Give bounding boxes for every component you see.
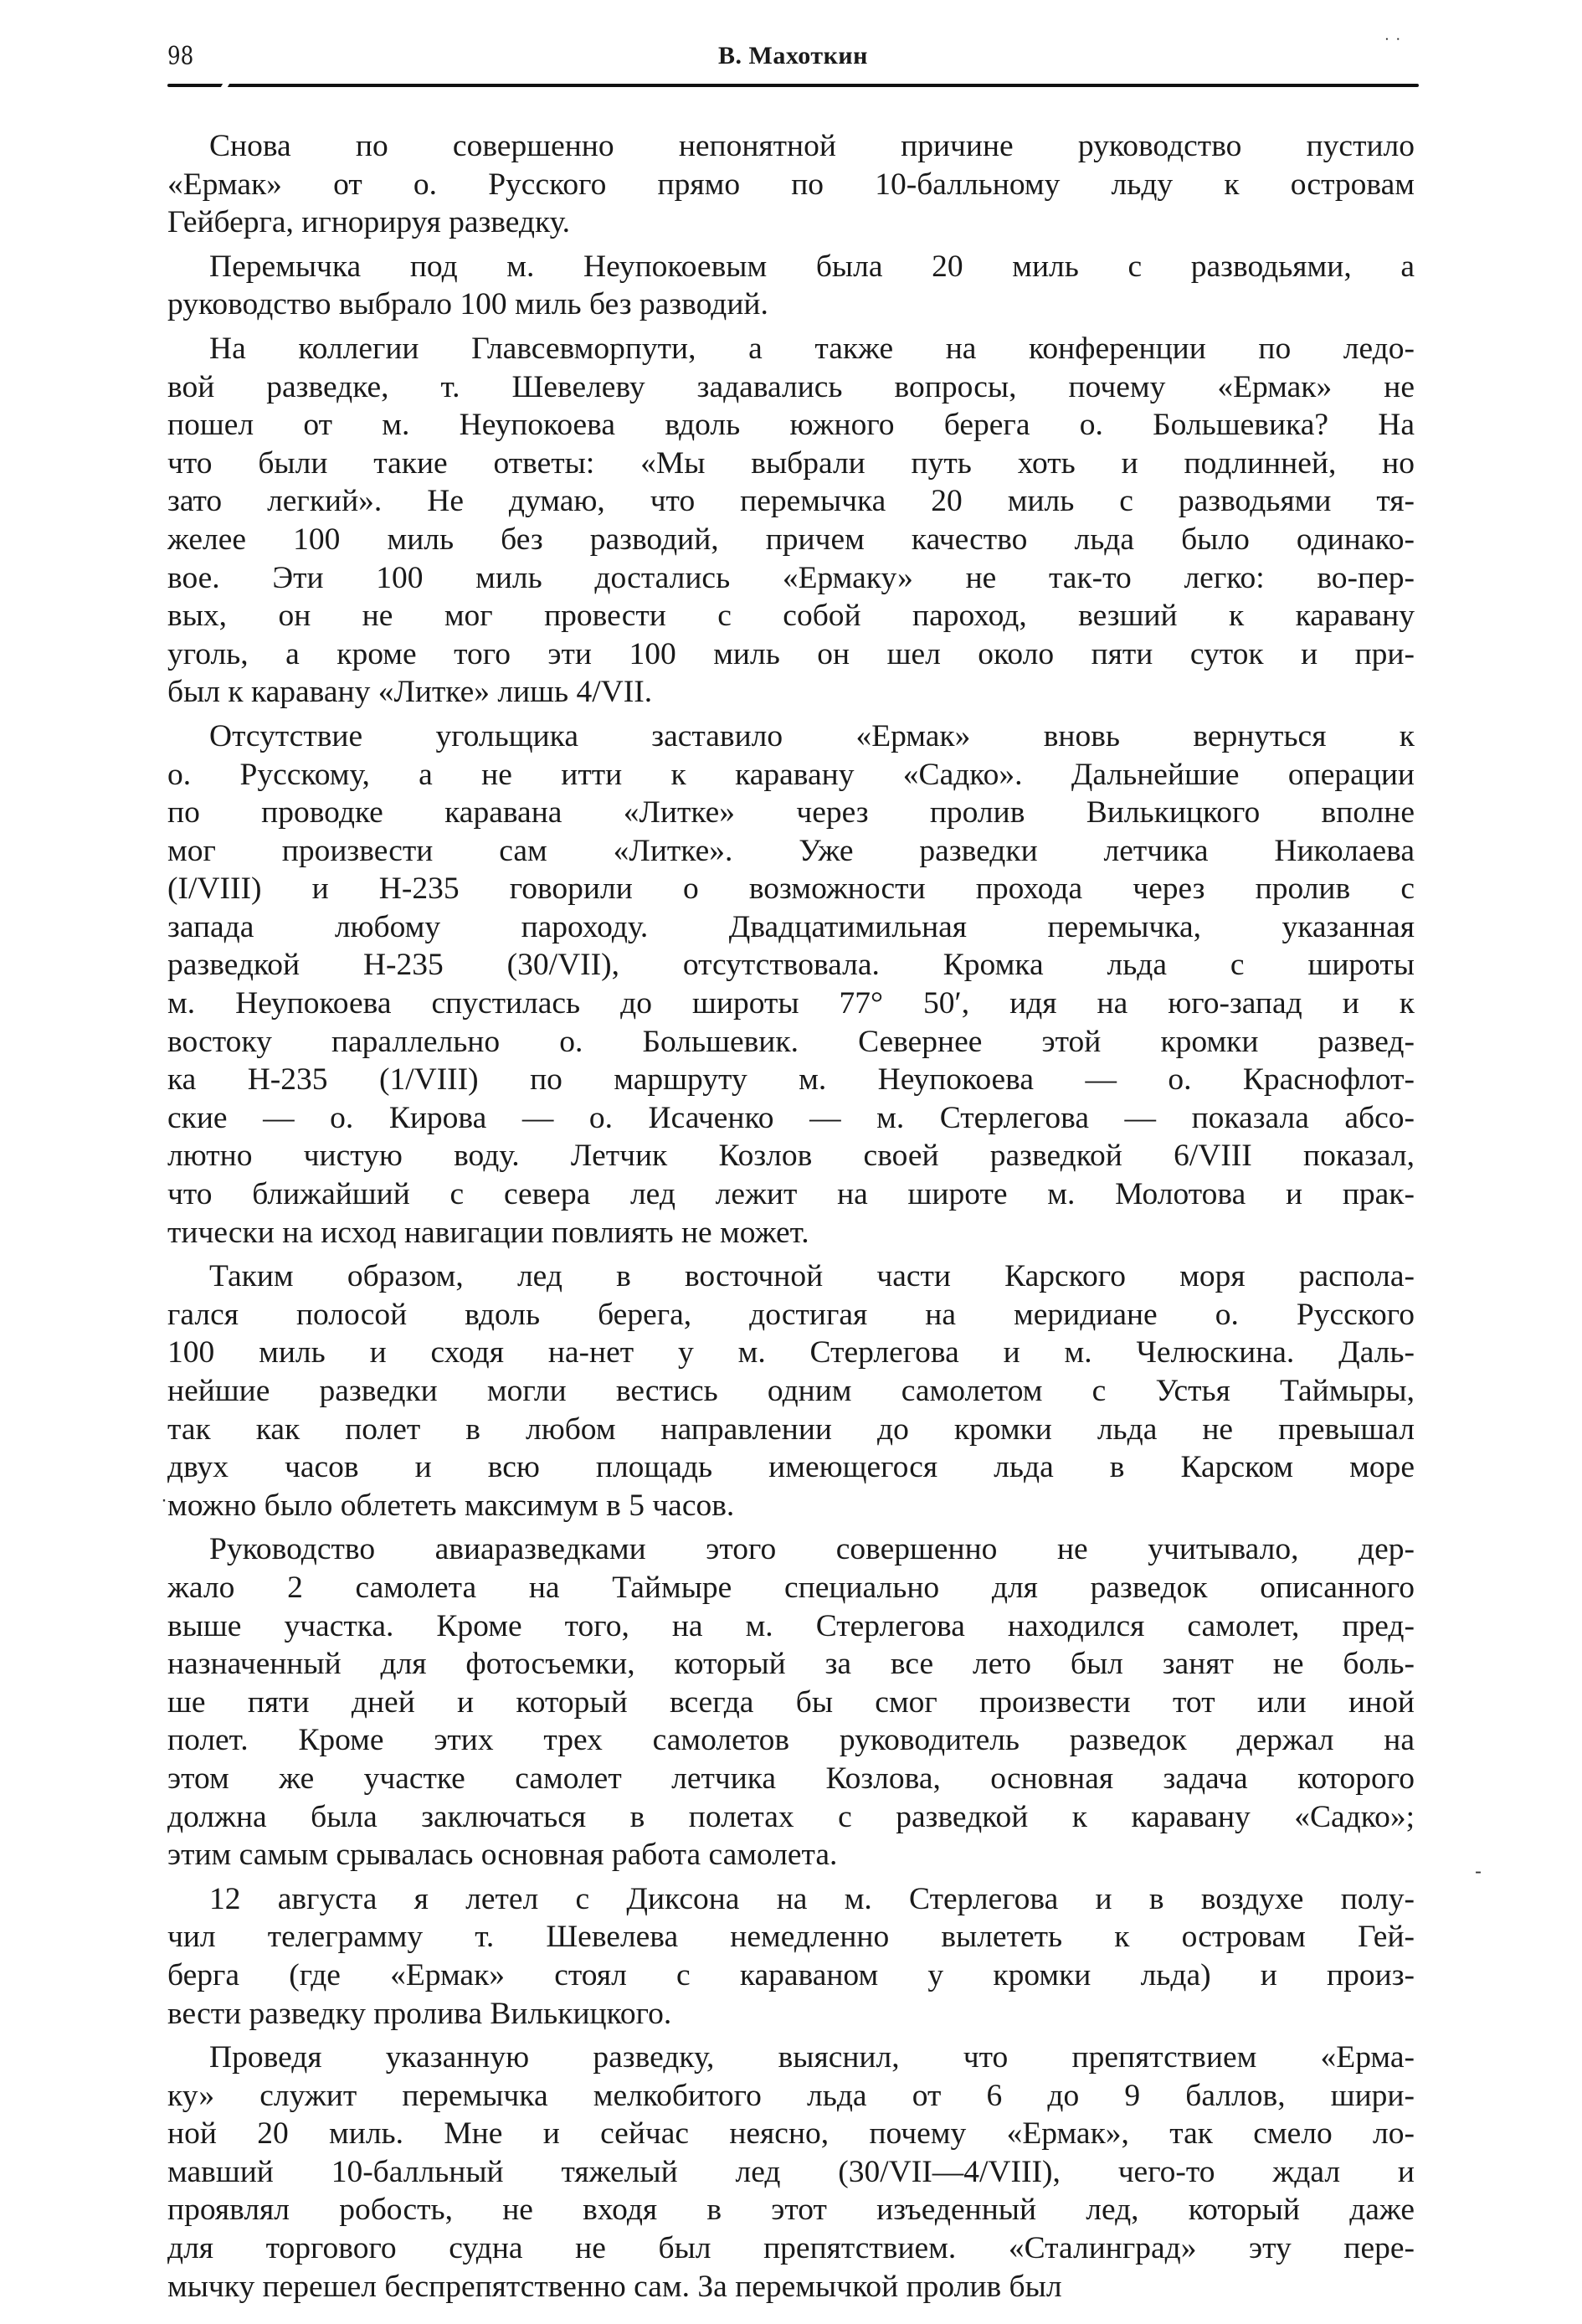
text-line: желее 100 миль без разводий, причем качество льда было одинако- [167,522,1415,557]
text-line: Гейберга, игнорируя разведку. [167,205,571,240]
paragraph [167,1530,1415,1874]
text-line: Снова по совершенно непонятной причине руководство пустило [209,129,1415,163]
text-line: для торгового судна не был препятствием. «Сталинград» эту пере- [167,2231,1415,2266]
text-line: разведкой Н-235 (30/VII), отсутствовала. Кромка льда с широты [167,948,1415,983]
text-line: пошел от м. Неупокоева вдоль южного берега о. Большевика? На [167,408,1415,443]
text-line: уголь, а кроме того эти 100 миль он шел около пяти суток и при- [167,636,1415,671]
text-line: ка Н-235 (1/VIII) по маршруту м. Неупокоева — о. Краснофлот- [167,1062,1415,1098]
text-line: мавший 10-балльный тяжелый лед (30/VII—4/VIII), чего-то ждал и [167,2154,1415,2189]
text-line: должна была заключаться в полетах с разведкой к каравану «Садко»; [167,1799,1415,1834]
paragraph [167,2039,1415,2306]
text-line: чил телеграмму т. Шевелева немедленно вылететь к островам Гей- [167,1920,1415,1955]
text-line: о. Русскому, а не итти к каравану «Садко». Дальнейшие операции [167,757,1415,792]
text-line: ной 20 миль. Мне и сейчас неясно, почему «Ермак», так смело ло- [167,2116,1415,2152]
paragraph [167,330,1415,712]
text-line: Руководство авиаразведками этого совершенно не учитывало, дер- [209,1532,1415,1567]
text-line: вести разведку пролива Вилькицкого. [167,1996,672,2031]
text-line: жало 2 самолета на Таймыре специально для разведок описанного [167,1570,1415,1605]
text-line: мычку перешел беспрепятственно сам. За перемычкой пролив был [167,2269,1062,2304]
margin-mark-left: · [161,1488,167,1511]
text-line: по проводке каравана «Литке» через пролив Вилькицкого вполне [167,795,1415,830]
text-line: зато легкий». Не думаю, что перемычка 20 миль с разводьями тя- [167,484,1415,519]
text-line: (I/VIII) и Н-235 говорили о возможности прохода через пролив с [167,872,1415,907]
text-line: этим самым срывалась основная работа самолета. [167,1838,838,1873]
text-line: что были такие ответы: «Мы выбрали путь хоть и подлинней, но [167,445,1415,481]
text-line: ские — о. Кирова — о. Исаченко — м. Стерлегова — показала абсо- [167,1100,1415,1135]
text-line: гался полосой вдоль берега, достигая на меридиане о. Русского [167,1297,1415,1332]
paragraph [167,1880,1415,2033]
text-line: берга (где «Ермак» стоял с караваном у кромки льда) и произ- [167,1957,1415,1992]
text-line: был к каравану «Литке» лишь 4/VII. [167,675,653,710]
text-line: полет. Кроме этих трех самолетов руководитель разведок держал на [167,1723,1415,1758]
text-line: этом же участке самолет летчика Козлова, основная задача которого [167,1761,1415,1796]
running-head-author: В. Махоткин [718,42,868,69]
text-line: назначенный для фотосъемки, который за все лето был занят не боль- [167,1647,1415,1682]
paragraph [167,127,1415,242]
text-line: запада любому пароходу. Двадцатимильная перемычка, указанная [167,909,1415,944]
text-line: проявлял робость, не входя в этот изъеденный лед, который даже [167,2193,1415,2228]
page-number: 98 [167,42,194,71]
text-line: двух часов и всю площадь имеющегося льда в Карском море [167,1450,1415,1485]
header-corner-marks: ˙ ˙ [1384,35,1402,56]
text-line: руководство выбрало 100 миль без разводий. [167,287,768,322]
text-line: ше пяти дней и который всегда бы смог произвести тот или иной [167,1684,1415,1720]
text-line: что ближайший с севера лед лежит на широте м. Молотова и прак- [167,1177,1415,1212]
paragraph [167,1257,1415,1524]
text-line: ку» служит перемычка мелкобитого льда от 6 до 9 баллов, шири- [167,2078,1415,2113]
text-line: Проведя указанную разведку, выяснил, что препятствием «Ерма- [209,2040,1415,2075]
text-line: вых, он не мог провести с собой пароход, везший к каравану [167,599,1415,634]
text-line: нейшие разведки могли вестись одним самолетом с Устья Таймыры, [167,1374,1415,1408]
text-line: лютно чистую воду. Летчик Козлов своей разведкой 6/VIII показал, [167,1139,1415,1174]
paragraph [167,717,1415,1252]
text-line: Отсутствие угольщика заставило «Ермак» вновь вернуться к [209,718,1415,753]
text-line: «Ермак» от о. Русского прямо по 10-балльному льду к островам [167,167,1415,202]
text-line: 12 августа я летел с Диксона на м. Стерлегова и в воздухе полу- [209,1881,1415,1916]
header-rule [167,84,1419,87]
text-line: вое. Эти 100 миль достались «Ермаку» не так-то легко: во-пер- [167,560,1415,595]
text-line: выше участка. Кроме того, на м. Стерлегова находился самолет, пред- [167,1608,1415,1643]
body-text [167,127,1415,2311]
margin-mark-dash: - [1475,1860,1482,1883]
text-line: Таким образом, лед в восточной части Карского моря распола- [209,1259,1415,1294]
text-line: 100 миль и сходя на-нет у м. Стерлегова и м. Челюскина. Даль- [167,1335,1415,1370]
text-line: тически на исход навигации повлиять не может. [167,1215,809,1250]
text-line: На коллегии Главсевморпути, а также на конференции по ледо- [209,331,1415,366]
text-line: Перемычка под м. Неупокоевым была 20 миль с разводьями, а [209,249,1415,284]
text-line: можно было облететь максимум в 5 часов. [167,1488,735,1523]
text-line: так как полет в любом направлении до кромки льда не превышал [167,1411,1415,1447]
text-line: вой разведке, т. Шевелеву задавались вопросы, почему «Ермак» не [167,369,1415,404]
paragraph [167,248,1415,324]
text-line: востоку параллельно о. Большевик. Севернее этой кромки развед- [167,1024,1415,1059]
text-line: м. Неупокоева спустилась до широты 77° 50′, идя на юго-запад и к [167,986,1415,1021]
text-line: мог произвести сам «Литке». Уже разведки летчика Николаева [167,833,1415,868]
